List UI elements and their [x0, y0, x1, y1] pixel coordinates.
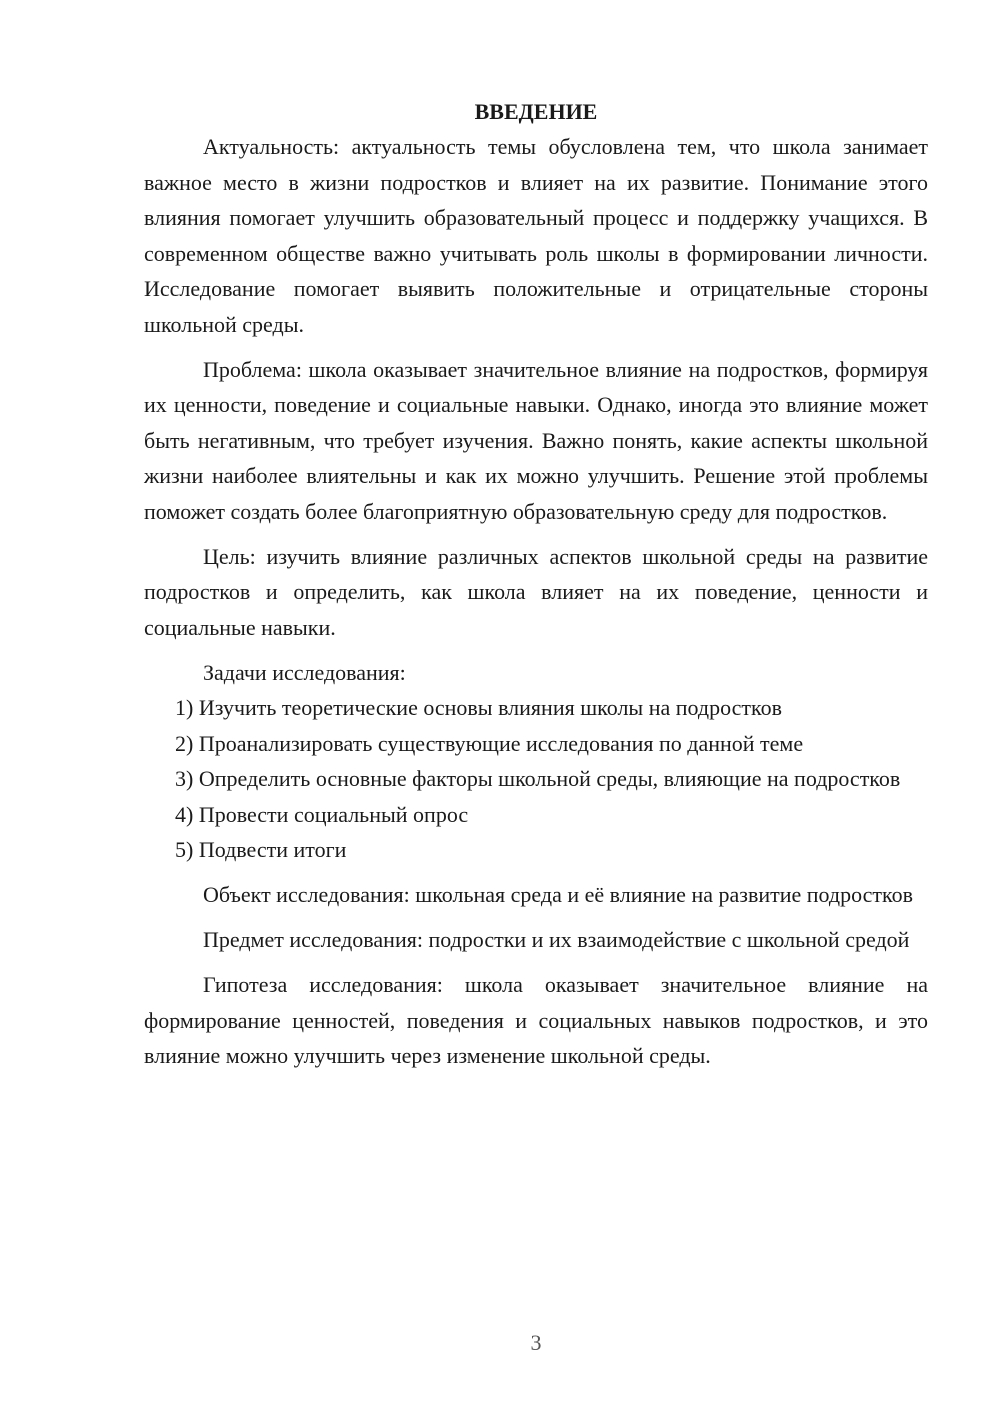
task-item-5: 5) Подвести итоги	[175, 837, 347, 862]
paragraph-object: Объект исследования: школьная среда и её влияние на развитие подростков	[203, 882, 913, 907]
paragraph-hypothesis: Гипотеза исследования: школа оказывает значительное влияние на формирование ценностей, поведения и социальных навыков подростков, и это влияние можно улучшить через изменение школьной среды.	[144, 972, 928, 1068]
paragraph-goal: Цель: изучить влияние различных аспектов школьной среды на развитие подростков и определить, как школа влияет на их поведение, ценности и социальные навыки.	[144, 543, 928, 640]
page-number: 3	[530, 1330, 542, 1355]
task-item-4: 4) Провести социальный опрос	[175, 801, 469, 827]
tasks-heading: Задачи исследования:	[203, 659, 406, 685]
paragraph-relevance: Актуальность: актуальность темы обусловлена тем, что школа занимает важное место в жизни подростков и влияет на их развитие. Понимание этого влияния помогает улучшить образовательный процесс и поддержку учащихся. В современном обществе важно учитывать роль школы в формировании личности. Исследование помогает выявить положительные и отрицательные стороны школьной среды.	[144, 134, 928, 337]
paragraph-problem: Проблема: школа оказывает значительное влияние на подростков, формируя их ценности, поведение и социальные навыки. Однако, иногда это влияние может быть негативным, что требует изучения. Важно понять, какие аспекты школьной жизни наиболее влиятельны и как их можно улучшить. Решение этой проблемы поможет создать более благоприятную образовательную среду для подростков.	[144, 356, 928, 524]
task-item-3: 3) Определить основные факторы школьной среды, влияющие на подростков	[175, 766, 901, 791]
paragraph-subject: Предмет исследования: подростки и их взаимодействие с школьной средой	[203, 927, 910, 952]
page-title: ВВЕДЕНИЕ	[474, 99, 598, 124]
page-content	[144, 94, 928, 1074]
task-item-2: 2) Проанализировать существующие исследования по данной теме	[175, 730, 804, 756]
task-item-1: 1) Изучить теоретические основы влияния школы на подростков	[175, 695, 782, 720]
